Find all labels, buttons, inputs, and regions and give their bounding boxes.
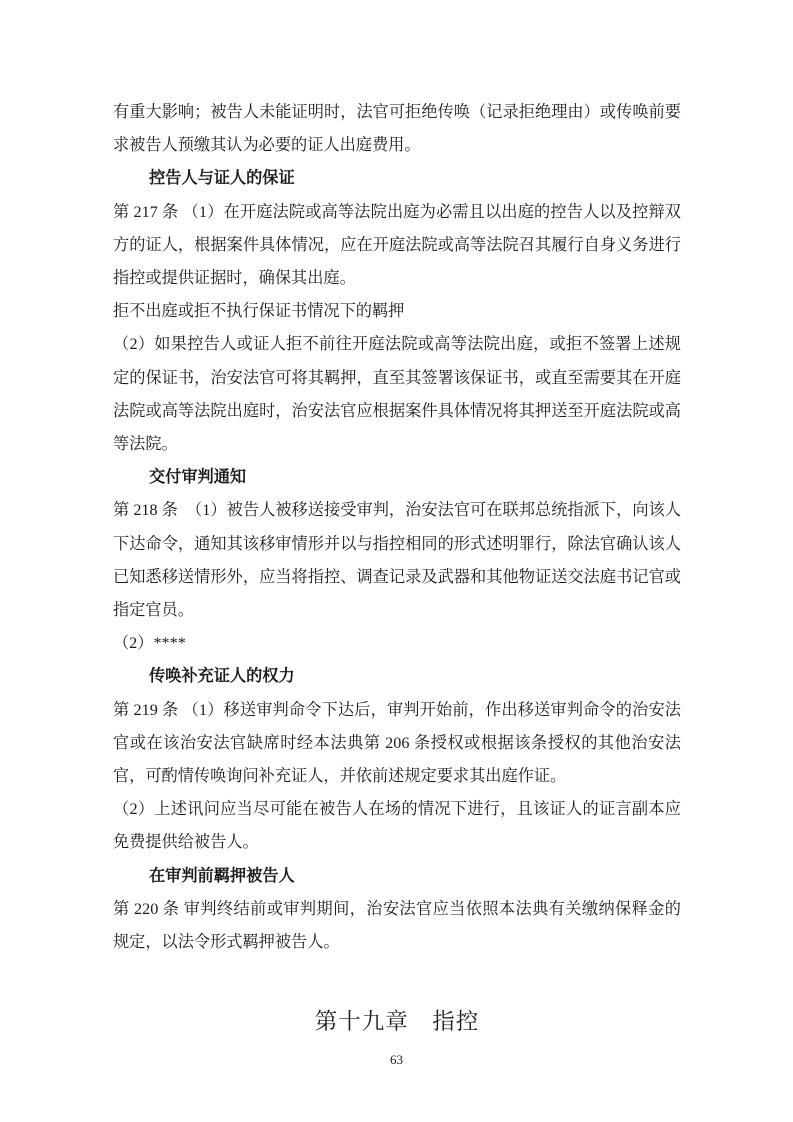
section-heading-pretrial-detention-of-accused: 在审判前羁押被告人 [149, 866, 295, 885]
page-body-text [113, 96, 681, 1038]
section-220-text: 第 220 条 审判终结前或审判期间，治安法官应当依照本法典有关缴纳保释金的规定，以法令形式羁押被告人。 [113, 899, 681, 952]
paragraph-continuation-witness-expenses: 有重大影响；被告人未能证明时，法官可拒绝传唤（记录拒绝理由）或传唤前要求被告人预缴其认为必要的证人出庭费用。 [113, 103, 681, 155]
section-219-clause-2: （2）上述讯问应当尽可能在被告人在场的情况下进行，且该证人的证言副本应免费提供给被告人。 [113, 800, 681, 852]
section-heading-commitment-for-trial-notice: 交付审判通知 [149, 468, 247, 487]
section-217-clause-2: （2）如果控告人或证人拒不前往开庭法院或高等法院出庭，或拒不签署上述规定的保证书，治安法官可将其羁押，直至其签署该保证书，或直至需要其在开庭法院或高等法院出庭时，治安法官应根据案件具体情况将其押送至开庭法院或高等法院。 [113, 335, 681, 454]
section-218-clause-2-omitted: （2）**** [113, 634, 186, 653]
section-heading-surety-of-complainant-and-witnesses: 控告人与证人的保证 [149, 169, 295, 188]
chapter-heading: 第十九章 指控 [314, 1009, 480, 1035]
page-number: 63 [390, 1052, 403, 1067]
section-218-clause-1: 第 218 条 （1）被告人被移送接受审判，治安法官可在联邦总统指派下，向该人下达命令，通知其该移审情形并以与指控相同的形式述明罪行，除法官确认该人已知悉移送情形外，应当将指控、调查记录及武器和其他物证送交法庭书记官或指定官员。 [113, 501, 681, 620]
subheading-detention-on-refusal: 拒不出庭或拒不执行保证书情况下的羁押 [113, 302, 405, 321]
section-219-clause-1: 第 219 条 （1）移送审判命令下达后，审判开始前，作出移送审判命令的治安法官或在该治安法官缺席时经本法典第 206 条授权或根据该条授权的其他治安法官，可酌情传唤询问补充证人，并依前述规定要求其出庭作证。 [113, 700, 681, 786]
section-heading-power-to-summon-supplementary-witnesses: 传唤补充证人的权力 [149, 667, 295, 686]
section-217-clause-1: 第 217 条 （1）在开庭法院或高等法院出庭为必需且以出庭的控告人以及控辩双方的证人，根据案件具体情况，应在开庭法院或高等法院召其履行自身义务进行指控或提供证据时，确保其出庭。 [113, 202, 681, 288]
